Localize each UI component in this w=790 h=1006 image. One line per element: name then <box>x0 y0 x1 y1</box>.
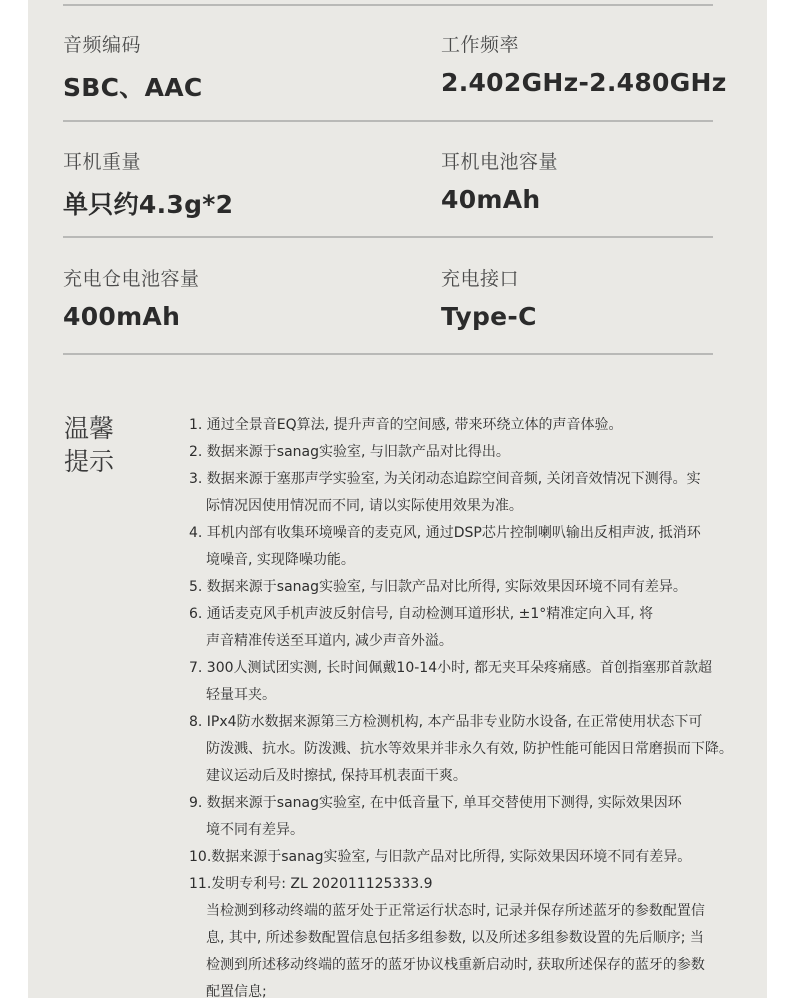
note-line: 10.数据来源于sanag实验室, 与旧款产品对比所得, 实际效果因环境不同有差异。 <box>189 849 692 865</box>
note-line: 7. 300人测试团实测, 长时间佩戴10-14小时, 都无夹耳朵疼痛感。首创指塞那首款超 <box>189 660 713 676</box>
divider <box>63 236 713 238</box>
note-line: 2. 数据来源于sanag实验室, 与旧款产品对比得出。 <box>189 444 510 460</box>
note-item <box>189 871 749 1006</box>
note-item <box>189 655 749 709</box>
note-line: 防泼溅、抗水。防泼溅、抗水等效果并非永久有效, 防护性能可能因日常磨损而下降。 <box>206 741 733 757</box>
note-line: 8. IPx4防水数据来源第三方检测机构, 本产品非专业防水设备, 在正常使用状态下可 <box>189 714 703 730</box>
note-line: 际情况因使用情况而不同, 请以实际使用效果为准。 <box>206 498 523 514</box>
note-item <box>189 466 749 520</box>
note-item <box>189 439 749 466</box>
note-line: 配置信息; <box>206 984 267 1000</box>
spec-value-audio-codec: SBC、AAC <box>63 73 203 102</box>
spec-label-audio-codec: 音频编码 <box>63 34 142 56</box>
spec-value-earbud-battery: 40mAh <box>441 185 541 214</box>
spec-label-frequency: 工作频率 <box>441 34 520 56</box>
note-item <box>189 574 749 601</box>
spec-value-frequency: 2.402GHz-2.480GHz <box>441 68 727 97</box>
note-item <box>189 709 749 790</box>
note-line: 建议运动后及时擦拭, 保持耳机表面干爽。 <box>206 768 467 784</box>
note-line: 境噪音, 实现降噪功能。 <box>206 552 355 568</box>
spec-value-earbud-weight: 单只约4.3g*2 <box>63 190 234 219</box>
note-item <box>189 844 749 871</box>
note-item <box>189 790 749 844</box>
divider <box>63 120 713 122</box>
note-line: 11.发明专利号: ZL 202011125333.9 <box>189 876 433 892</box>
note-line: 9. 数据来源于sanag实验室, 在中低音量下, 单耳交替使用下测得, 实际效果因环 <box>189 795 682 811</box>
note-line: 4. 耳机内部有收集环境噪音的麦克风, 通过DSP芯片控制喇叭输出反相声波, 抵消环 <box>189 525 701 541</box>
note-line: 6. 通话麦克风手机声波反射信号, 自动检测耳道形状, ±1°精准定向入耳, 将 <box>189 606 654 622</box>
divider <box>63 353 713 355</box>
notes-title <box>64 412 134 478</box>
spec-value-charging-port: Type-C <box>441 302 537 331</box>
note-item <box>189 601 749 655</box>
note-line: 息, 其中, 所述参数配置信息包括多组参数, 以及所述多组参数设置的先后顺序; 当 <box>206 930 704 946</box>
note-item <box>189 520 749 574</box>
divider <box>63 4 713 6</box>
note-line: 5. 数据来源于sanag实验室, 与旧款产品对比所得, 实际效果因环境不同有差异。 <box>189 579 687 595</box>
notes-title-line: 温馨 <box>64 414 115 443</box>
note-line: 3. 数据来源于塞那声学实验室, 为关闭动态追踪空间音频, 关闭音效情况下测得。实 <box>189 471 701 487</box>
note-line: 轻量耳夹。 <box>206 687 276 703</box>
notes-list <box>189 412 749 1006</box>
spec-label-case-battery: 充电仓电池容量 <box>63 268 200 290</box>
note-line: 1. 通过全景音EQ算法, 提升声音的空间感, 带来环绕立体的声音体验。 <box>189 417 623 433</box>
note-item <box>189 412 749 439</box>
spec-label-charging-port: 充电接口 <box>441 268 520 290</box>
note-line: 检测到所述移动终端的蓝牙的蓝牙协议栈重新启动时, 获取所述保存的蓝牙的参数 <box>206 957 705 973</box>
spec-label-earbud-battery: 耳机电池容量 <box>441 151 559 173</box>
note-line: 当检测到移动终端的蓝牙处于正常运行状态时, 记录并保存所述蓝牙的参数配置信 <box>206 903 705 919</box>
note-line: 声音精准传送至耳道内, 减少声音外溢。 <box>206 633 453 649</box>
spec-value-case-battery: 400mAh <box>63 302 181 331</box>
spec-label-earbud-weight: 耳机重量 <box>63 151 142 173</box>
note-line: 境不同有差异。 <box>206 822 304 838</box>
notes-title-line: 提示 <box>64 447 115 476</box>
